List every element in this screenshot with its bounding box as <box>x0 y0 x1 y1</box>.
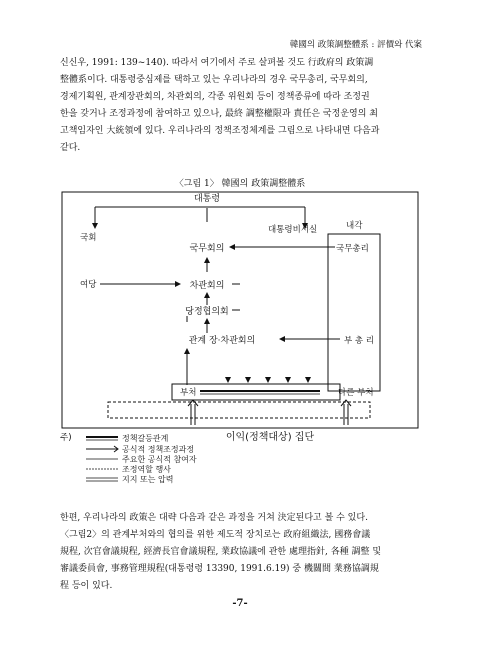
paragraph-2: 한편, 우리나라의 政策은 대략 다음과 같은 과정을 거쳐 決定된다고 볼 수 있다. 〈그림2〉의 관계부처와의 협의를 위한 제도적 장치로는 政府組織法, 國務會議 規程, 次官會議規程, 經濟長官會議規程, 業政協議에 관한 處理指針, 各種 調整 및 審議委員會, 事務管理規程(대통령령 13390, 1991.6.19) 중 機關間 業務協調規 程 등이 있다. <box>60 513 382 591</box>
legend-item: 공식적 정책조정과정 <box>122 445 195 454</box>
legend-item: 지지 또는 압력 <box>122 475 174 484</box>
node-president: 대통령 <box>193 194 221 204</box>
node-deputy-pm: 부 총 리 <box>344 336 375 346</box>
node-party-gov-council: 당정협의회 <box>185 307 229 317</box>
legend-prefix: 주) <box>60 433 72 443</box>
paragraph-1: 신신우, 1991: 139~140). 따라서 여기에서 주로 살펴볼 것도 行政府의 政策調 整體系이다. 대통령중심제를 택하고 있는 우리나라의 경우 국무총리, 국무회의, 경제기획원, 관계장관회의, 차관회의, 각종 위원회 등이 정책종류에 따라 조정권 한을 갖거나 조정과정에 참여하고 있으나, 最終 調整權限과 責任은 국정운영의 최 고책임자인 大統領에 있다. 우리나라의 정책조정체계를 그림으로 나타내면 다음과 같다. <box>60 58 380 153</box>
node-cabinet: 내각 <box>346 221 363 231</box>
legend <box>86 433 197 484</box>
node-prime-minister: 국무총리 <box>336 244 369 254</box>
node-ruling-party: 여당 <box>80 280 97 290</box>
node-other-ministries: 다른 부처 <box>338 388 374 398</box>
node-vice-ministers-meeting: 차관회의 <box>189 281 225 291</box>
legend-item: 정책갈등관계 <box>122 434 169 443</box>
legend-item: 조정역할 행사 <box>122 465 171 474</box>
node-ministry: 부처 <box>180 388 197 398</box>
node-related-meeting: 관계 장·차관회의 <box>188 336 256 346</box>
node-interest-groups: 이익(정책대상) 집단 <box>225 432 315 443</box>
figure-caption: 〈그림 1〉 韓國의 政策調整體系 <box>174 179 306 189</box>
page-number: -7- <box>232 598 248 609</box>
node-national-assembly: 국회 <box>80 233 97 243</box>
node-state-council: 국무회의 <box>189 244 225 254</box>
legend-item: 주요한 공식적 참여자 <box>122 455 197 464</box>
running-header: 韓國의 政策調整體系 : 評價와 代案 <box>289 40 422 50</box>
node-presidential-secretariat: 대통령비서실 <box>268 225 318 235</box>
